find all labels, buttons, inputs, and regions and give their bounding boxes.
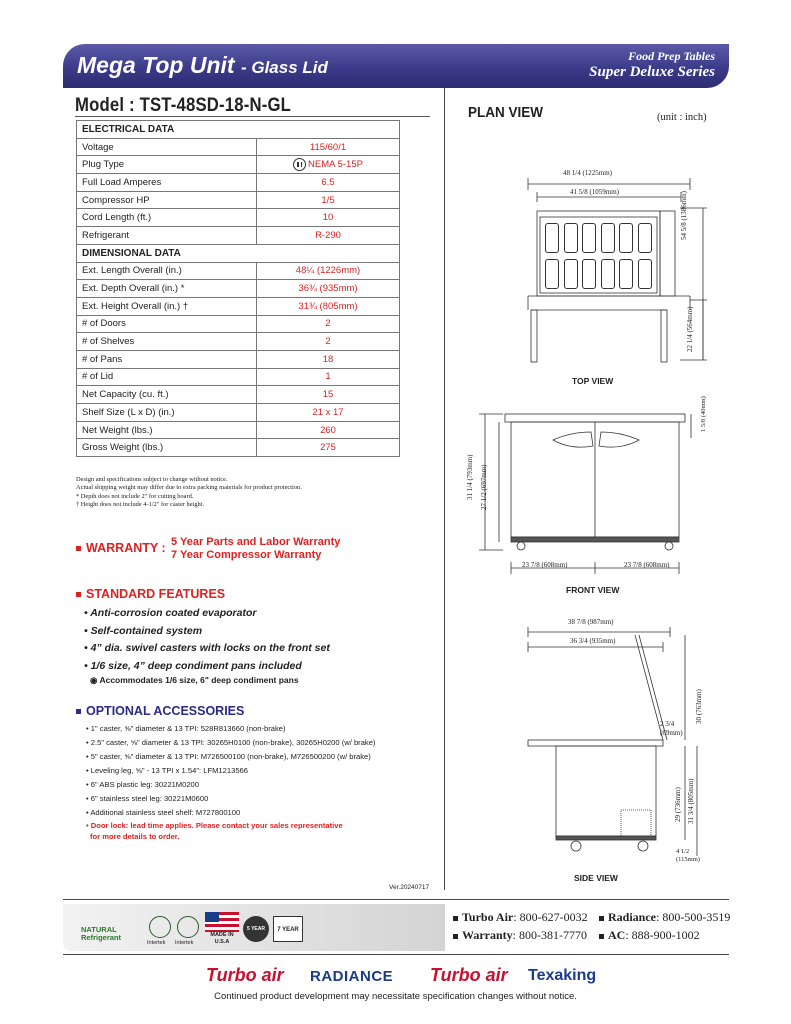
spec-row (77, 297, 400, 315)
spec-value (257, 333, 400, 351)
standard-features-list (84, 605, 330, 686)
spec-key: # of Pans (77, 350, 257, 368)
spec-value (257, 227, 400, 245)
plan-view-title: PLAN VIEW (468, 104, 544, 121)
spec-key: Gross Weight (lbs.) (77, 439, 257, 457)
contact-row: Warranty: 800-381-7770 AC: 888-900-1002 (453, 926, 588, 944)
spec-row (77, 333, 400, 351)
category-text: Food Prep Tables (628, 49, 715, 63)
spec-row (77, 280, 400, 298)
7-year-warranty-badge: 7 YEAR (273, 916, 303, 942)
page-title (77, 52, 328, 79)
spec-key: Net Capacity (cu. ft.) (77, 386, 257, 404)
condiment-pan (619, 223, 633, 253)
spec-notes (76, 476, 302, 510)
spec-row (77, 315, 400, 333)
brand-logos (206, 965, 626, 987)
top-view-caption: TOP VIEW (572, 376, 614, 386)
spec-value-text: 115/60/1 (309, 141, 347, 153)
spec-value (257, 262, 400, 280)
spec-value-text: 31¾ (805mm) (298, 300, 358, 312)
spec-value-text: 2 (325, 318, 331, 330)
spec-row (77, 386, 400, 404)
series-text: Super Deluxe Series (589, 64, 715, 80)
door-lock-note: for more details to order. (90, 832, 180, 841)
spec-table (76, 120, 400, 457)
spec-key: Plug Type (77, 156, 257, 174)
dim-side-h1: 29 (736mm) (674, 787, 682, 822)
spec-section-row (77, 244, 400, 262)
plug-icon (293, 158, 306, 171)
spec-value (257, 191, 400, 209)
spec-key: # of Doors (77, 315, 257, 333)
spec-value-text: 1 (325, 371, 331, 383)
accessory-item: • Leveling leg, ⅝" - 13 TPI x 1.54": LFM1213566 (86, 766, 248, 775)
spec-key: Cord Length (ft.) (77, 209, 257, 227)
spec-row (77, 350, 400, 368)
note: Design and specifications subject to change without notice. (76, 476, 228, 483)
condiment-pan (638, 223, 652, 253)
spec-value-text: 275 (320, 442, 336, 454)
title-sub: - Glass Lid (240, 58, 328, 77)
note: † Height does not include 4-1/2" for caster height. (76, 501, 205, 509)
dim-side-w2: 36 3/4 (935mm) (570, 637, 616, 645)
condiment-pan (564, 223, 578, 253)
feature-item: • Anti-corrosion coated evaporator (84, 607, 257, 619)
spec-value-text: 18 (322, 353, 334, 365)
warranty-line: 7 Year Compressor Warranty (171, 548, 322, 561)
condiment-pan (582, 223, 596, 253)
spec-value-text: 260 (320, 424, 336, 436)
spec-value (257, 404, 400, 422)
spec-row (77, 368, 400, 386)
spec-key: Refrigerant (77, 227, 257, 245)
spec-value-text: 10 (322, 212, 334, 224)
spec-row (77, 262, 400, 280)
front-view-caption: FRONT VIEW (566, 585, 620, 595)
spec-section-title: DIMENSIONAL DATA (77, 244, 400, 262)
dim-side-h2: 31 3/4 (805mm) (687, 778, 695, 824)
spec-section-row (77, 121, 400, 139)
spec-row (77, 421, 400, 439)
spec-row (77, 227, 400, 245)
spec-value-text: 1/5 (321, 194, 335, 206)
dim-side-caster: 4 1/2 (115mm) (676, 848, 700, 863)
intertek-label-2: Intertek (175, 940, 194, 946)
condiment-pan (545, 259, 559, 289)
condiment-pan (638, 259, 652, 289)
accessory-item: • 6" stainless steel leg: 30221M0600 (86, 794, 209, 803)
spec-row (77, 156, 400, 174)
intertek-label: Intertek (147, 940, 166, 946)
spec-key: Net Weight (lbs.) (77, 421, 257, 439)
spec-value (257, 174, 400, 192)
feature-item: • Self-contained system (84, 624, 203, 637)
spec-value-text: 21 x 17 (312, 406, 344, 418)
spec-value (257, 315, 400, 333)
spec-key: Ext. Height Overall (in.) † (77, 297, 257, 315)
dim-front-w2: 23 7/8 (608mm) (624, 561, 670, 569)
spec-key: Voltage (77, 138, 257, 156)
accessory-item: • 6" ABS plastic leg: 30221M0200 (86, 780, 200, 789)
standard-features-heading: STANDARD FEATURES (76, 587, 225, 601)
divider (75, 116, 430, 117)
texaking-logo: Texaking (528, 967, 597, 984)
spec-row (77, 439, 400, 457)
footer (63, 899, 729, 955)
version-label: Ver.20240717 (389, 884, 430, 891)
etl-logo (149, 916, 171, 938)
spec-key: Full Load Amperes (77, 174, 257, 192)
spec-value (257, 156, 400, 174)
spec-value-text: 36¾ (935mm) (298, 283, 358, 295)
spec-key: # of Shelves (77, 333, 257, 351)
condiment-pan (582, 259, 596, 289)
accessory-item: • 1" caster, ⅝" diameter & 13 TPI: 528R813660 (non-brake) (86, 724, 286, 733)
feature-item: • 1/6 size, 4” deep condiment pans included (84, 659, 302, 672)
spec-value (257, 368, 400, 386)
spec-value-text: R-290 (315, 229, 341, 241)
spec-value-text: NEMA 5-15P (308, 159, 363, 171)
accessory-item: • 2.5" caster, ⅝" diameter & 13 TPI: 30265H0100 (non-brake), 30265H0200 (w/ brake) (86, 738, 376, 747)
spec-value-text: 6.5 (321, 176, 335, 188)
spec-key: Ext. Length Overall (in.) (77, 262, 257, 280)
model-number: Model : TST-48SD-18-N-GL (75, 95, 292, 116)
feature-subitem: ◉ Accommodates 1/6 size, 6" deep condiment pans (90, 675, 299, 685)
condiment-pan (564, 259, 578, 289)
contact-info (453, 908, 731, 944)
header-bar (63, 44, 729, 88)
spec-row (77, 174, 400, 192)
dim-side-w1: 38 7/8 (987mm) (568, 618, 614, 626)
spec-key: Shelf Size (L x D) (in.) (77, 404, 257, 422)
spec-value (257, 350, 400, 368)
spec-key: Ext. Depth Overall (in.) * (77, 280, 257, 298)
spec-value (257, 439, 400, 457)
dim-side-gap: 2 3/4 (69mm) (660, 720, 683, 737)
pan-grid-html (541, 218, 658, 294)
spec-row (77, 209, 400, 227)
spec-value (257, 421, 400, 439)
spec-value (257, 386, 400, 404)
condiment-pan (601, 223, 615, 253)
made-in-usa-logo: MADE IN U.S.A (205, 912, 239, 948)
dim-top-d2: 22 1/4 (564mm) (686, 306, 694, 352)
disclaimer: Continued product development may necessitate specification changes without notice. (214, 991, 577, 1002)
front-view-drawing (479, 414, 691, 574)
condiment-pan (601, 259, 615, 289)
spec-value-text: 48¼ (1226mm) (295, 265, 361, 277)
spec-value (257, 209, 400, 227)
spec-value-text: 2 (325, 336, 331, 348)
note: Actual shipping weight may differ due to extra packing materials for product protection. (76, 484, 302, 492)
condiment-pan (619, 259, 633, 289)
spec-row (77, 191, 400, 209)
contact-row: Turbo Air: 800-627-0032 Radiance: 800-500-3519 (453, 908, 588, 926)
accessory-item: • Additional stainless steel shelf: M727800100 (86, 808, 241, 817)
radiance-logo: RADIANCE (310, 968, 394, 985)
warranty-line: 5 Year Parts and Labor Warranty (171, 536, 341, 548)
accessory-item: • 5" caster, ⅝" diameter & 13 TPI: M726500100 (non-brake), M726500200 (w/ brake) (86, 752, 371, 761)
dim-front-top: 1 5/8 (40mm) (700, 396, 707, 432)
side-view-caption: SIDE VIEW (574, 873, 618, 883)
etl-sanitation-logo (177, 916, 199, 938)
side-view-drawing (528, 627, 697, 856)
condiment-pan (545, 223, 559, 253)
spec-key: Compressor HP (77, 191, 257, 209)
dim-side-lid: 30 (763mm) (695, 689, 703, 724)
dim-top-w1: 48 1/4 (1225mm) (563, 169, 612, 177)
spec-value (257, 138, 400, 156)
spec-value (257, 280, 400, 298)
spec-section-title: ELECTRICAL DATA (77, 121, 400, 139)
turbo-air-logo: Turbo air (206, 965, 284, 985)
note: * Depth does not include 2" for cutting board. (76, 492, 194, 500)
warranty-lines (171, 536, 340, 561)
spec-row (77, 138, 400, 156)
spec-key: # of Lid (77, 368, 257, 386)
warranty-label: WARRANTY : (76, 541, 166, 555)
dim-front-h1: 31 1/4 (793mm) (466, 454, 474, 500)
unit-label: (unit : inch) (657, 112, 707, 123)
door-lock-note: • Door lock: lead time applies. Please contact your sales representative (86, 821, 343, 830)
dim-front-w1: 23 7/8 (608mm) (522, 561, 568, 569)
dim-top-d1: 54 5/8 (1386mm) (680, 191, 688, 240)
feature-item: • 4” dia. swivel casters with locks on the front set (84, 642, 330, 654)
spec-row (77, 404, 400, 422)
optional-accessories-heading: OPTIONAL ACCESSORIES (76, 704, 244, 718)
spec-value-text: 15 (322, 389, 334, 401)
certification-logos (63, 904, 445, 951)
dim-top-w2: 41 5/8 (1059mm) (570, 188, 619, 196)
dim-front-h2: 27 1/2 (697mm) (480, 464, 488, 510)
series-label (589, 49, 715, 81)
5-year-warranty-badge: 5 YEAR (243, 916, 269, 942)
optional-accessories-list (86, 722, 375, 842)
title-main: Mega Top Unit (77, 52, 235, 78)
turbo-air-logo-2: Turbo air (430, 965, 508, 985)
spec-value (257, 297, 400, 315)
natural-refrigerant-logo: NATURAL Refrigerant (81, 925, 122, 942)
